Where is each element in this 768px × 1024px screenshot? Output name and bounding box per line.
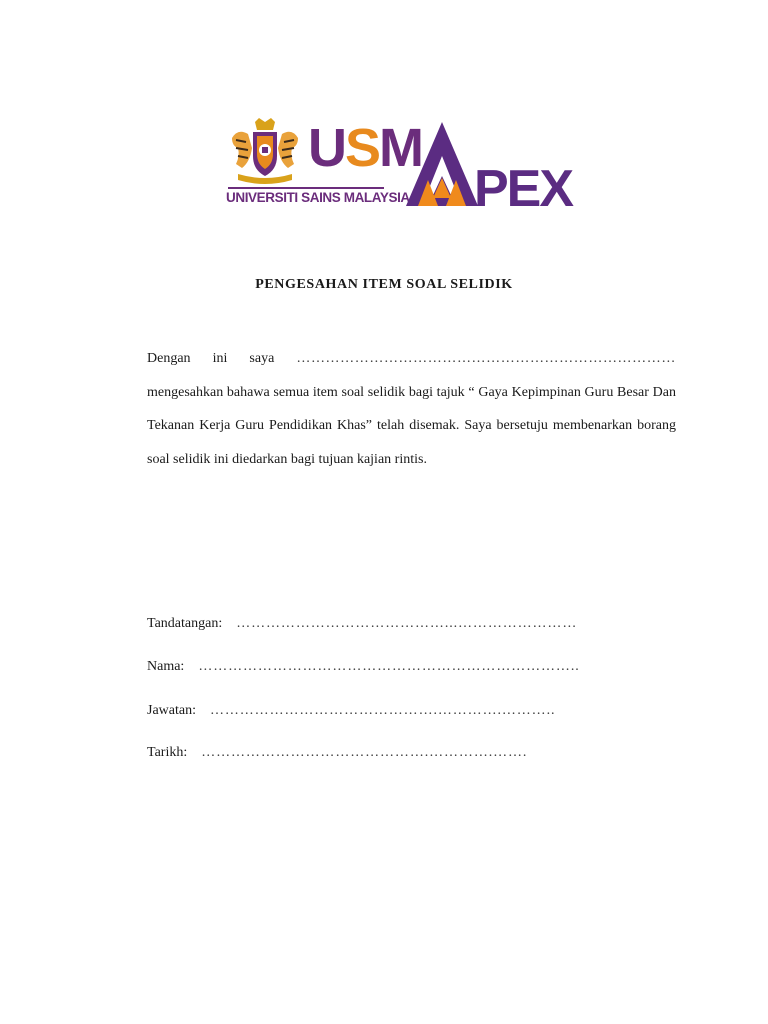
confirmation-paragraph xyxy=(147,342,676,476)
intro-word: Dengan xyxy=(147,351,191,366)
field-blank: ……………………………………….………….……….. xyxy=(209,703,556,718)
intro-line xyxy=(147,342,676,376)
signature-field xyxy=(147,616,577,632)
apex-wordmark: PEX xyxy=(474,160,573,210)
apex-logo xyxy=(402,120,598,210)
usm-logo xyxy=(226,118,423,210)
date-field xyxy=(147,745,527,761)
field-blank: ………………………………………………………………….. xyxy=(198,659,580,674)
usm-crest-icon xyxy=(228,118,302,186)
field-blank: ……………………………………….………….……. xyxy=(201,745,528,760)
usm-subtitle: UNIVERSITI SAINS MALAYSIA xyxy=(226,190,410,205)
document-title: PENGESAHAN ITEM SOAL SELIDIK xyxy=(255,277,513,292)
intro-word: ini xyxy=(212,351,228,366)
field-blank: ……………………………………...…………………… xyxy=(236,616,578,631)
name-field xyxy=(147,659,580,675)
body-text: mengesahkan bahawa semua item soal selidik bagi tajuk “ Gaya Kepimpinan Guru Besar Dan Tekanan Kerja Guru Pendidikan Khas” telah disemak. Saya bersetuju membenarkan borang soal selidik ini diedarkan bagi tujuan kajian rintis. xyxy=(147,384,676,467)
field-label: Nama: xyxy=(147,659,185,674)
field-label: Jawatan: xyxy=(147,703,196,718)
field-label: Tandatangan: xyxy=(147,616,223,631)
usm-wordmark: USM xyxy=(308,118,423,178)
name-blank: …………………………………………………………………… xyxy=(296,351,676,366)
usm-divider xyxy=(228,187,384,189)
field-label: Tarikh: xyxy=(147,745,188,760)
intro-word: saya xyxy=(249,351,275,366)
position-field xyxy=(147,703,555,719)
